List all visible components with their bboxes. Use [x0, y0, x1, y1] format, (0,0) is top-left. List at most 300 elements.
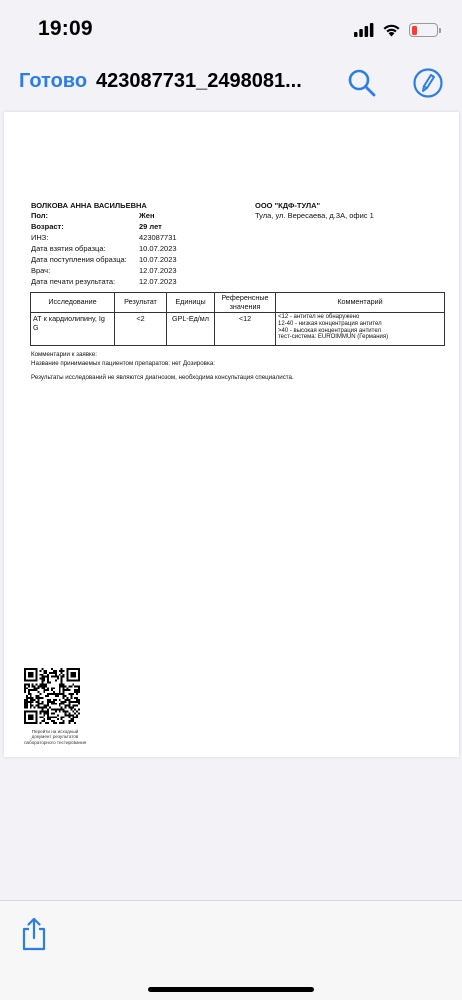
qr-module — [53, 670, 55, 672]
qr-module — [30, 693, 32, 695]
qr-module — [55, 710, 57, 712]
qr-module — [36, 695, 38, 697]
qr-module — [28, 714, 34, 720]
qr-module — [61, 680, 63, 682]
qr-module — [59, 689, 61, 691]
qr-module — [63, 697, 65, 699]
status-bar — [0, 0, 462, 58]
qr-module — [36, 705, 38, 707]
qr-module — [47, 676, 49, 678]
qr-module — [78, 701, 80, 703]
qr-module — [57, 695, 59, 697]
qr-module — [38, 691, 40, 693]
qr-module — [68, 705, 70, 707]
qr-module — [74, 705, 76, 707]
qr-module — [63, 695, 65, 697]
qr-module — [28, 701, 30, 703]
qr-module — [36, 697, 38, 699]
qr-module — [72, 683, 74, 685]
qr-module — [47, 682, 49, 684]
qr-module — [55, 680, 57, 682]
qr-module — [68, 720, 70, 722]
qr-module — [74, 716, 76, 718]
qr-module — [41, 701, 43, 703]
qr-module — [32, 685, 34, 687]
qr-module — [51, 668, 53, 670]
qr-module — [47, 674, 49, 676]
qr-module — [41, 703, 43, 705]
qr-module — [36, 683, 38, 685]
qr-module — [55, 695, 57, 697]
qr-module — [66, 689, 68, 691]
comment-line: <12 - антител не обнаружено — [278, 314, 360, 320]
qr-module — [76, 705, 78, 707]
qr-module — [70, 697, 72, 699]
qr-module — [53, 672, 55, 674]
disclaimer: Результаты исследований не являются диагнозом, необходима консультация специалиста. — [31, 374, 294, 381]
navigation-bar — [0, 58, 462, 108]
qr-module — [63, 691, 65, 693]
qr-module — [74, 691, 76, 693]
qr-module — [59, 683, 61, 685]
bottom-toolbar — [0, 900, 462, 1000]
qr-module — [63, 709, 65, 711]
qr-module — [78, 685, 80, 687]
qr-module — [68, 714, 70, 716]
qr-module — [30, 697, 32, 699]
qr-module — [24, 687, 26, 689]
qr-module — [57, 676, 59, 678]
qr-module — [43, 689, 45, 691]
qr-module — [34, 685, 36, 687]
age-value: 29 лет — [139, 222, 162, 231]
qr-module — [49, 707, 51, 709]
qr-module — [51, 693, 53, 695]
qr-module — [65, 705, 67, 707]
qr-module — [68, 712, 70, 714]
qr-code[interactable] — [24, 668, 80, 724]
qr-module — [28, 683, 30, 685]
qr-module — [34, 707, 36, 709]
column-header-reference: Референсные значения — [215, 293, 276, 313]
qr-module — [26, 705, 28, 707]
qr-module — [45, 683, 47, 685]
qr-module — [65, 712, 67, 714]
qr-module — [76, 697, 78, 699]
qr-module — [47, 710, 49, 712]
qr-module — [65, 685, 67, 687]
qr-module — [34, 699, 36, 701]
qr-module — [76, 710, 78, 712]
qr-module — [39, 685, 41, 687]
qr-module — [24, 689, 26, 691]
qr-module — [61, 716, 63, 718]
qr-module — [24, 703, 26, 705]
qr-module — [39, 674, 41, 676]
qr-module — [78, 699, 80, 701]
qr-module — [53, 722, 55, 724]
qr-module — [70, 718, 72, 720]
qr-module — [59, 670, 61, 672]
qr-module — [43, 710, 45, 712]
qr-module — [47, 714, 49, 716]
qr-caption: Перейти на исходный документ результатов лабораторного тестирования — [23, 729, 87, 745]
sex-label: Пол: — [31, 211, 49, 220]
qr-module — [66, 697, 68, 699]
qr-module — [66, 714, 68, 716]
qr-module — [41, 683, 43, 685]
inz-label: ИНЗ: — [31, 233, 49, 242]
qr-module — [59, 693, 61, 695]
qr-module — [59, 705, 61, 707]
qr-module — [63, 687, 65, 689]
qr-module — [68, 722, 70, 724]
receipt-date-label: Дата поступления образца: — [31, 255, 127, 264]
qr-module — [24, 685, 26, 687]
doctor-label: Врач: — [31, 266, 51, 275]
qr-module — [74, 689, 76, 691]
qr-module — [61, 685, 63, 687]
qr-module — [41, 676, 43, 678]
qr-module — [78, 691, 80, 693]
qr-module — [39, 678, 41, 680]
column-header-result: Результат — [115, 293, 167, 313]
comment-line: >40 - высокая концентрация антител — [278, 327, 381, 334]
qr-module — [66, 699, 68, 701]
qr-module — [30, 705, 32, 707]
qr-module — [26, 697, 28, 699]
qr-module — [66, 705, 68, 707]
qr-module — [59, 709, 61, 711]
qr-module — [68, 707, 70, 709]
qr-module — [55, 672, 57, 674]
qr-module — [45, 707, 47, 709]
receipt-date-value: 10.07.2023 — [139, 255, 177, 264]
lab-address: Тула, ул. Вересаева, д.3А, офис 1 — [255, 211, 374, 220]
qr-module — [24, 705, 26, 707]
qr-module — [63, 676, 65, 678]
qr-module — [24, 683, 26, 685]
qr-module — [76, 693, 78, 695]
home-indicator[interactable] — [148, 987, 314, 992]
qr-module — [47, 709, 49, 711]
qr-module — [49, 718, 51, 720]
qr-module — [41, 682, 43, 684]
qr-module — [41, 716, 43, 718]
qr-module — [43, 720, 45, 722]
qr-module — [26, 695, 28, 697]
qr-module — [43, 683, 45, 685]
done-button[interactable]: Готово — [19, 70, 88, 92]
results-table — [30, 292, 445, 346]
qr-module — [43, 672, 45, 674]
qr-module — [63, 703, 65, 705]
qr-module — [74, 701, 76, 703]
sex-value: Жен — [139, 211, 155, 220]
qr-module — [66, 710, 68, 712]
qr-module — [45, 670, 47, 672]
qr-module — [43, 687, 45, 689]
qr-module — [38, 695, 40, 697]
qr-module — [59, 710, 61, 712]
qr-module — [70, 693, 72, 695]
cell-test: АТ к кардиолипину, Ig G — [31, 313, 115, 346]
qr-module — [61, 672, 63, 674]
qr-module — [65, 689, 67, 691]
qr-module — [41, 720, 43, 722]
qr-module — [28, 691, 30, 693]
qr-module — [51, 672, 53, 674]
wifi-icon — [382, 23, 401, 37]
qr-module — [65, 710, 67, 712]
qr-module — [61, 678, 63, 680]
qr-module — [70, 707, 72, 709]
qr-module — [61, 676, 63, 678]
qr-module — [55, 670, 57, 672]
qr-module — [63, 674, 65, 676]
qr-module — [38, 701, 40, 703]
cellular-signal-icon — [354, 23, 374, 37]
qr-module — [41, 678, 43, 680]
qr-module — [63, 689, 65, 691]
qr-module — [72, 710, 74, 712]
qr-module — [63, 710, 65, 712]
qr-module — [63, 701, 65, 703]
qr-module — [74, 685, 76, 687]
qr-module — [76, 685, 78, 687]
qr-module — [55, 699, 57, 701]
qr-module — [47, 680, 49, 682]
qr-module — [30, 703, 32, 705]
qr-module — [61, 683, 63, 685]
qr-module — [41, 687, 43, 689]
qr-module — [51, 676, 53, 678]
qr-module — [34, 689, 36, 691]
qr-module — [61, 668, 63, 670]
qr-module — [59, 691, 61, 693]
qr-module — [43, 714, 45, 716]
search-icon[interactable] — [346, 67, 378, 99]
qr-module — [63, 670, 65, 672]
qr-module — [65, 695, 67, 697]
qr-module — [28, 697, 30, 699]
qr-module — [70, 709, 72, 711]
qr-module — [68, 689, 70, 691]
qr-module — [39, 712, 41, 714]
qr-module — [49, 701, 51, 703]
document-title: 423087731_2498081... — [96, 70, 302, 92]
qr-module — [36, 701, 38, 703]
qr-module — [59, 674, 61, 676]
qr-module — [55, 709, 57, 711]
qr-module — [53, 691, 55, 693]
qr-module — [47, 693, 49, 695]
qr-module — [65, 707, 67, 709]
qr-module — [47, 716, 49, 718]
qr-module — [65, 714, 67, 716]
qr-module — [47, 701, 49, 703]
qr-module — [51, 689, 53, 691]
qr-module — [53, 687, 55, 689]
qr-module — [63, 685, 65, 687]
qr-module — [57, 693, 59, 695]
qr-module — [39, 716, 41, 718]
qr-module — [59, 685, 61, 687]
qr-module — [70, 685, 72, 687]
qr-module — [68, 701, 70, 703]
qr-module — [53, 676, 55, 678]
qr-module — [39, 710, 41, 712]
qr-module — [61, 670, 63, 672]
qr-module — [74, 712, 76, 714]
qr-module — [26, 701, 28, 703]
qr-module — [45, 712, 47, 714]
qr-module — [36, 687, 38, 689]
qr-module — [61, 682, 63, 684]
qr-module — [61, 703, 63, 705]
qr-module — [39, 697, 41, 699]
markup-icon[interactable] — [412, 67, 444, 99]
print-date-value: 12.07.2023 — [139, 277, 177, 286]
age-label: Возраст: — [31, 222, 64, 231]
qr-module — [26, 699, 28, 701]
qr-module — [43, 676, 45, 678]
qr-module — [68, 716, 70, 718]
qr-module — [24, 699, 26, 701]
qr-module — [24, 701, 26, 703]
qr-module — [55, 716, 57, 718]
qr-module — [43, 718, 45, 720]
qr-module — [70, 714, 72, 716]
qr-module — [47, 718, 49, 720]
qr-module — [39, 670, 41, 672]
qr-module — [39, 703, 41, 705]
qr-module — [39, 707, 41, 709]
qr-module — [78, 687, 80, 689]
sample-date-label: Дата взятия образца: — [31, 244, 106, 253]
qr-module — [49, 693, 51, 695]
qr-module — [45, 689, 47, 691]
qr-module — [26, 707, 28, 709]
qr-module — [41, 674, 43, 676]
qr-module — [72, 714, 74, 716]
cell-comment — [276, 313, 445, 346]
qr-module — [34, 687, 36, 689]
qr-module — [45, 705, 47, 707]
qr-module — [57, 718, 59, 720]
qr-module — [41, 707, 43, 709]
qr-module — [38, 705, 40, 707]
status-icons — [354, 20, 438, 40]
qr-module — [76, 701, 78, 703]
sample-date-value: 10.07.2023 — [139, 244, 177, 253]
qr-module — [61, 722, 63, 724]
qr-module — [68, 693, 70, 695]
qr-module — [53, 716, 55, 718]
qr-module — [61, 709, 63, 711]
battery-level — [412, 26, 417, 35]
qr-module — [47, 712, 49, 714]
qr-module — [32, 683, 34, 685]
cell-reference: <12 — [215, 313, 276, 346]
qr-module — [74, 697, 76, 699]
qr-module — [55, 674, 57, 676]
qr-module — [68, 703, 70, 705]
qr-module — [45, 695, 47, 697]
qr-module — [36, 689, 38, 691]
qr-module — [51, 712, 53, 714]
qr-module — [39, 683, 41, 685]
qr-module — [72, 718, 74, 720]
request-comments: Комментарии к заявке: — [31, 351, 97, 358]
qr-module — [61, 701, 63, 703]
qr-module — [51, 687, 53, 689]
qr-module — [43, 707, 45, 709]
qr-module — [63, 683, 65, 685]
qr-module — [47, 703, 49, 705]
qr-module — [63, 722, 65, 724]
qr-module — [28, 672, 34, 678]
qr-module — [55, 693, 57, 695]
battery-low-icon — [409, 23, 438, 37]
qr-module — [38, 687, 40, 689]
qr-module — [70, 701, 72, 703]
qr-module — [74, 709, 76, 711]
qr-module — [47, 722, 49, 724]
qr-module — [41, 710, 43, 712]
inz-value: 423087731 — [139, 233, 177, 242]
qr-module — [61, 693, 63, 695]
column-header-comment: Комментарий — [276, 293, 445, 313]
print-date-label: Дата печати результата: — [31, 277, 116, 286]
qr-module — [51, 709, 53, 711]
qr-module — [26, 687, 28, 689]
qr-module — [47, 705, 49, 707]
qr-module — [78, 689, 80, 691]
qr-module — [63, 693, 65, 695]
qr-module — [59, 699, 61, 701]
qr-module — [53, 701, 55, 703]
document-page[interactable] — [4, 112, 459, 757]
qr-module — [59, 703, 61, 705]
qr-module — [43, 680, 45, 682]
qr-module — [38, 697, 40, 699]
qr-module — [72, 720, 74, 722]
qr-module — [45, 685, 47, 687]
lab-name: ООО "КДФ-ТУЛА" — [255, 201, 321, 210]
qr-module — [57, 709, 59, 711]
qr-module — [53, 712, 55, 714]
qr-module — [57, 678, 59, 680]
qr-module — [76, 699, 78, 701]
qr-module — [39, 693, 41, 695]
share-icon[interactable] — [20, 917, 48, 951]
qr-module — [24, 691, 26, 693]
qr-module — [32, 689, 34, 691]
qr-module — [74, 722, 76, 724]
qr-module — [76, 689, 78, 691]
qr-module — [38, 699, 40, 701]
qr-module — [41, 680, 43, 682]
qr-module — [38, 685, 40, 687]
qr-module — [30, 695, 32, 697]
cell-units: GPL-Ед/мл — [167, 313, 215, 346]
qr-module — [49, 699, 51, 701]
qr-module — [51, 716, 53, 718]
qr-module — [39, 722, 41, 724]
qr-module — [32, 697, 34, 699]
qr-module — [53, 703, 55, 705]
